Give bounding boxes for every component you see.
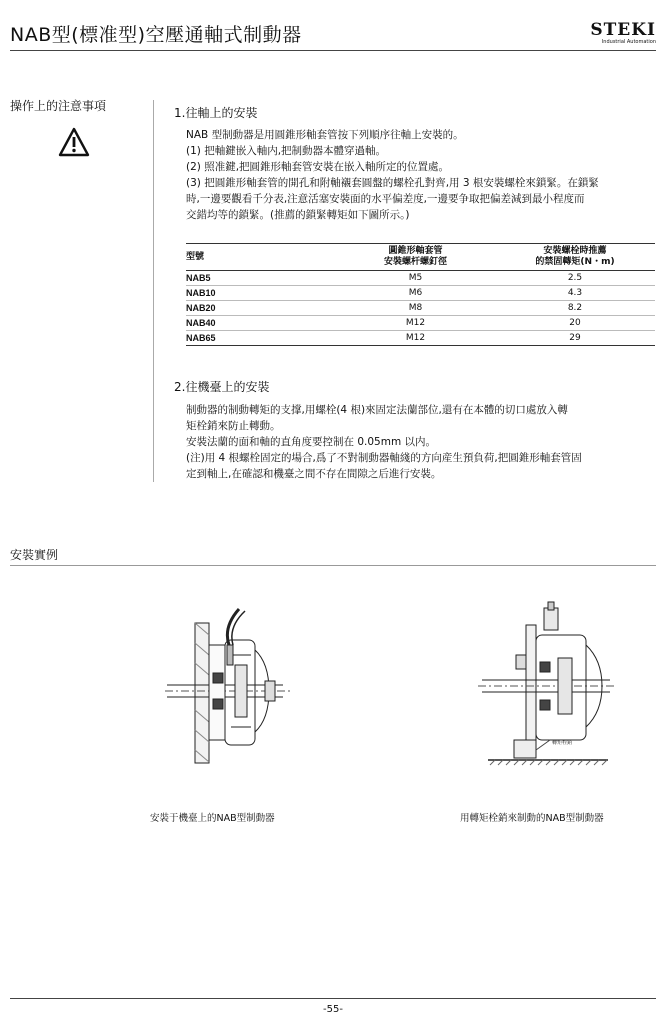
page-number: -55- bbox=[323, 1004, 343, 1015]
text-line: (注)用 4 根螺栓固定的場合,爲了不對制動器軸綫的方向産生預負荷,把圓錐形軸套管固 bbox=[186, 452, 582, 464]
logo-text: STEKI bbox=[590, 20, 656, 40]
text-line: 矩栓銷來防止轉動。 bbox=[186, 420, 281, 432]
col-header-model: 型號 bbox=[186, 244, 336, 271]
section-heading-notes: 操作上的注意事項 bbox=[10, 99, 107, 113]
cell-torque: 4.3 bbox=[495, 286, 655, 301]
text-line: NAB 型制動器是用圓錐形軸套管按下列順序往軸上安裝的。 bbox=[186, 129, 464, 141]
cell-model: NAB40 bbox=[186, 316, 336, 331]
col-header-bolt-line1: 圓錐形軸套管 bbox=[388, 246, 443, 256]
text-line: (1) 把軸鍵嵌入軸内,把制動器本體穿過軸。 bbox=[186, 145, 387, 157]
cell-torque: 2.5 bbox=[495, 271, 655, 286]
subsection-title-frame: 2.往機臺上的安裝 bbox=[174, 380, 270, 394]
header-divider bbox=[10, 50, 656, 51]
cell-torque: 20 bbox=[495, 316, 655, 331]
col-header-bolt-line2: 安裝螺杆螺釘徑 bbox=[383, 257, 447, 267]
frame-instructions bbox=[186, 402, 656, 482]
caption-torque-pin: 用轉矩栓銷來制動的NAB型制動器 bbox=[460, 813, 604, 824]
cell-bolt: M6 bbox=[336, 286, 495, 301]
cell-torque: 8.2 bbox=[495, 301, 655, 316]
cell-bolt: M8 bbox=[336, 301, 495, 316]
company-logo bbox=[590, 22, 656, 46]
col-header-torque bbox=[495, 244, 655, 271]
cell-model: NAB5 bbox=[186, 271, 336, 286]
section-divider bbox=[10, 565, 656, 566]
page-title: NAB型(標准型)空壓通軸式制動器 bbox=[10, 24, 302, 46]
text-line: (2) 照准鍵,把圓錐形軸套管安裝在嵌入軸所定的位置處。 bbox=[186, 161, 450, 173]
text-line: 定到軸上,在確認和機臺之間不存在間隙之后進行安裝。 bbox=[186, 468, 442, 480]
torque-pin-label: 轉矩栓銷 bbox=[552, 740, 573, 746]
cell-bolt: M12 bbox=[336, 316, 495, 331]
warning-icon bbox=[58, 127, 90, 161]
text-line: 制動器的制動轉矩的支撑,用螺栓(4 根)來固定法蘭部位,還有在本體的切口處放入轉 bbox=[186, 404, 568, 416]
cell-bolt: M5 bbox=[336, 271, 495, 286]
table-row bbox=[186, 286, 655, 301]
col-header-torque-line2: 的禁固轉矩(N・m) bbox=[535, 257, 615, 267]
text-line: 交錯均等的鎖緊。(推薦的鎖緊轉矩如下圖所示。) bbox=[186, 209, 410, 221]
table-row bbox=[186, 331, 655, 346]
torque-spec-table bbox=[186, 243, 655, 346]
subsection-title-shaft: 1.往軸上的安裝 bbox=[174, 106, 258, 120]
col-header-bolt bbox=[336, 244, 495, 271]
section-heading-examples: 安裝實例 bbox=[10, 548, 59, 562]
text-line: (3) 把圓錐形軸套管的開孔和附軸襯套圓盤的螺栓孔對齊,用 3 根安裝螺栓來鎖緊。在鎖緊 bbox=[186, 177, 599, 189]
cell-model: NAB20 bbox=[186, 301, 336, 316]
frame-mount-drawing bbox=[165, 605, 325, 770]
footer-divider bbox=[10, 998, 656, 999]
cell-model: NAB10 bbox=[186, 286, 336, 301]
caption-frame-mount: 安裝于機臺上的NAB型制動器 bbox=[150, 813, 275, 824]
cell-model: NAB65 bbox=[186, 331, 336, 346]
table-row bbox=[186, 271, 655, 286]
table-row bbox=[186, 301, 655, 316]
text-line: 安裝法蘭的面和軸的直角度要控制在 0.05mm 以内。 bbox=[186, 436, 437, 448]
table-header-row bbox=[186, 244, 655, 271]
logo-subtitle: Industrial Automation bbox=[601, 39, 656, 45]
torque-pin-drawing bbox=[478, 600, 618, 775]
text-line: 時,一邊要觀看千分表,注意活塞安裝面的水平偏差度,一邊要争取把偏差減到最小程度而 bbox=[186, 193, 585, 205]
section-divider-vertical bbox=[153, 100, 154, 482]
col-header-torque-line1: 安裝螺栓時推薦 bbox=[543, 246, 607, 256]
cell-bolt: M12 bbox=[336, 331, 495, 346]
shaft-instructions bbox=[186, 127, 656, 223]
table-row bbox=[186, 316, 655, 331]
cell-torque: 29 bbox=[495, 331, 655, 346]
